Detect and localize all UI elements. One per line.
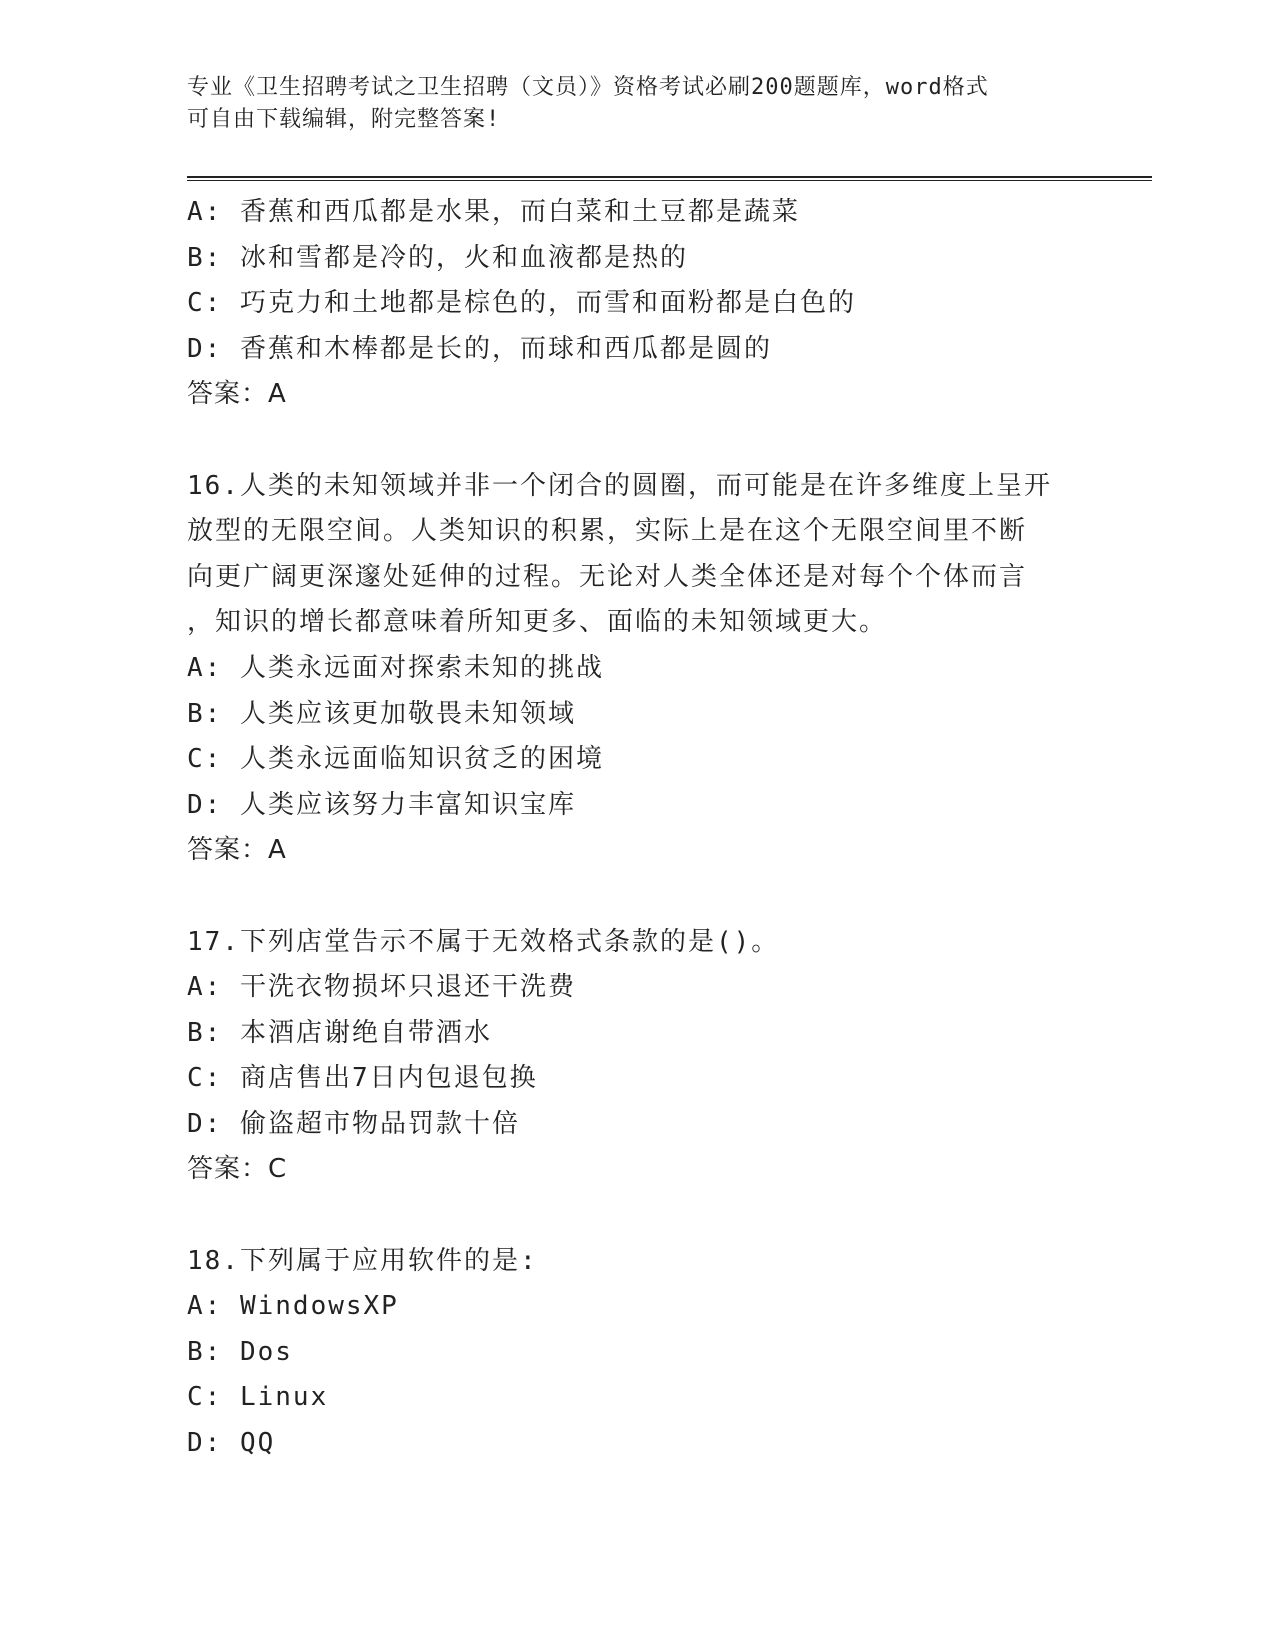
option-b: B: Dos [187, 1336, 293, 1367]
spacer [187, 874, 1117, 920]
option-b: B: 冰和雪都是冷的，火和血液都是热的 [187, 242, 688, 273]
option-d: D: 人类应该努力丰富知识宝库 [187, 789, 576, 820]
answer: 答案：A [187, 835, 287, 866]
question-stem-line: 16.人类的未知领域并非一个闭合的圆圈，而可能是在许多维度上呈开 [187, 470, 1052, 501]
option-a: A: WindowsXP [187, 1291, 399, 1322]
option-c: C: Linux [187, 1382, 329, 1413]
option-d: D: 香蕉和木棒都是长的，而球和西瓜都是圆的 [187, 333, 772, 364]
spacer [187, 1193, 1117, 1239]
question-list [187, 190, 1117, 1467]
question-15 [187, 190, 1117, 418]
option-a: A: 干洗衣物损坏只退还干洗费 [187, 972, 576, 1003]
option-d: D: 偷盗超市物品罚款十倍 [187, 1108, 520, 1139]
option-c: C: 人类永远面临知识贫乏的困境 [187, 744, 604, 775]
question-stem-line: 放型的无限空间。人类知识的积累，实际上是在这个无限空间里不断 [187, 516, 1028, 547]
answer: 答案：C [187, 1154, 288, 1185]
option-d: D: QQ [187, 1428, 276, 1459]
spacer [187, 418, 1117, 464]
document-header [187, 72, 1087, 136]
option-a: A: 香蕉和西瓜都是水果，而白菜和土豆都是蔬菜 [187, 197, 800, 227]
question-stem: 17.下列店堂告示不属于无效格式条款的是()。 [187, 926, 780, 957]
question-18 [187, 1239, 1117, 1467]
question-17 [187, 920, 1117, 1194]
option-a: A: 人类永远面对探索未知的挑战 [187, 652, 604, 683]
option-b: B: 本酒店谢绝自带酒水 [187, 1017, 492, 1048]
question-stem-line: ，知识的增长都意味着所知更多、面临的未知领域更大。 [187, 607, 888, 638]
question-16 [187, 464, 1117, 874]
header-line-2: 可自由下载编辑，附完整答案! [187, 107, 501, 132]
option-b: B: 人类应该更加敬畏未知领域 [187, 698, 576, 729]
header-line-1: 专业《卫生招聘考试之卫生招聘（文员）》资格考试必刷200题题库，word格式 [187, 75, 989, 100]
answer: 答案：A [187, 379, 287, 410]
option-c: C: 商店售出7日内包退包换 [187, 1063, 538, 1094]
header-divider [187, 176, 1152, 181]
question-stem: 18.下列属于应用软件的是: [187, 1245, 538, 1276]
option-c: C: 巧克力和土地都是棕色的，而雪和面粉都是白色的 [187, 288, 856, 319]
question-stem-line: 向更广阔更深邃处延伸的过程。无论对人类全体还是对每个个体而言 [187, 561, 1028, 592]
